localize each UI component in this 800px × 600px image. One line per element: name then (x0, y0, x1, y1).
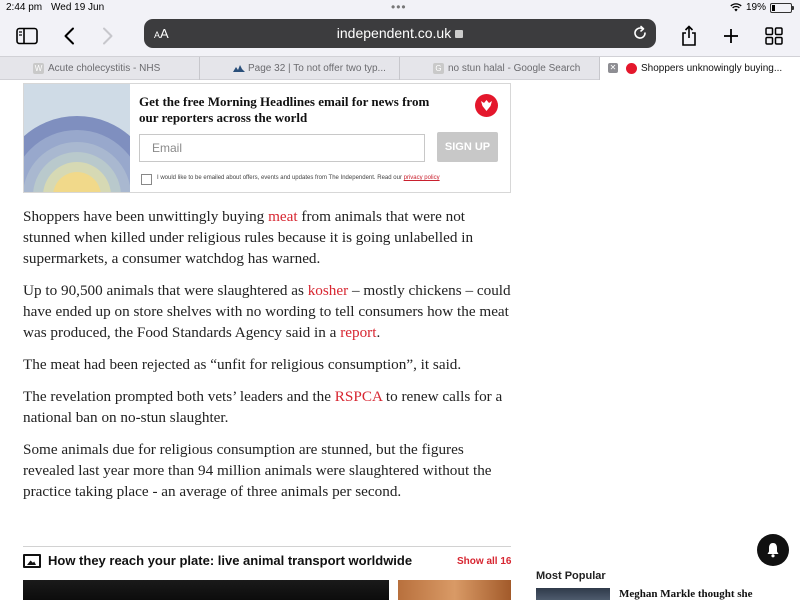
tab-strip (0, 56, 800, 80)
address-bar[interactable] (144, 19, 656, 48)
independent-icon (626, 63, 637, 74)
status-date: Wed 19 Jun (51, 2, 105, 13)
new-tab-icon[interactable] (717, 22, 745, 50)
rspca-link[interactable]: RSPCA (334, 388, 383, 405)
report-link[interactable]: report (340, 324, 377, 341)
tab-label: no stun halal - Google Search (448, 63, 581, 74)
article-paragraph: Some animals due for religious consumption are stunned, but the figures revealed last year more than 94 million animals were slaughtered without the practice taking place - an average of three animals per second. (23, 441, 492, 500)
gallery-image[interactable] (398, 580, 511, 600)
tab-label: Acute cholecystitis - NHS (48, 63, 161, 74)
article-body (23, 206, 513, 513)
tab-nhs[interactable] (0, 57, 200, 80)
share-icon[interactable] (675, 22, 703, 50)
newsletter-signup (23, 83, 511, 193)
close-tab-icon[interactable]: ✕ (609, 63, 617, 72)
tab-label: Shoppers unknowingly buying... (641, 63, 783, 74)
google-icon: G (433, 63, 444, 74)
most-popular-thumbnail[interactable] (536, 588, 610, 600)
tab-label: Page 32 | To not offer two typ... (248, 63, 386, 74)
article-paragraph: The revelation prompted both vets’ leaders and the RSPCA to renew calls for a national ban on no-stun slaughter. (23, 388, 503, 426)
battery-percent: 19% (745, 2, 766, 13)
bell-icon (766, 542, 780, 558)
sidebar-icon[interactable] (13, 22, 41, 50)
wikipedia-icon: W (34, 64, 43, 73)
nice-icon (233, 63, 244, 74)
most-popular-headline[interactable]: Meghan Markle thought she (619, 588, 753, 600)
browser-toolbar (0, 16, 800, 56)
privacy-policy-link[interactable]: privacy policy (403, 175, 440, 181)
most-popular-heading: Most Popular (536, 570, 606, 582)
article-paragraph: The meat had been rejected as “unfit for religious consumption”, it said. (23, 356, 462, 373)
reader-options-button[interactable]: AA (154, 26, 169, 41)
multitasking-dots-icon[interactable]: ••• (391, 0, 407, 14)
show-all-link[interactable]: Show all 16 (457, 556, 512, 567)
status-bar (0, 0, 800, 16)
back-icon[interactable] (55, 22, 83, 50)
forward-icon[interactable] (94, 22, 122, 50)
meat-link[interactable]: meat (268, 208, 298, 225)
tab-google[interactable] (400, 57, 600, 80)
wifi-icon (730, 3, 742, 12)
tabs-overview-icon[interactable] (760, 22, 788, 50)
article-paragraph: Up to 90,500 animals that were slaughtered as kosher – mostly chickens – could have ended up on store shelves with no wording to tell consumers how the meat was produced, the Food Standards Agency said in a report. (23, 282, 511, 341)
gallery-image[interactable] (23, 580, 389, 600)
consent-text: I would like to be emailed about offers, events and updates from The Independent. Read our privacy policy (157, 175, 440, 181)
newsletter-title: Get the free Morning Headlines email for news from our reporters across the world (139, 94, 430, 125)
status-indicators (730, 2, 792, 13)
signup-button[interactable]: SIGN UP (437, 132, 498, 162)
email-field[interactable] (139, 134, 425, 162)
notifications-bell-button[interactable] (757, 534, 789, 566)
newsletter-illustration (24, 84, 130, 192)
reload-icon[interactable] (632, 25, 648, 41)
independent-logo-icon (475, 94, 498, 117)
tab-nice[interactable] (200, 57, 400, 80)
status-time: 2:44 pm (6, 2, 43, 13)
tab-independent[interactable] (600, 57, 800, 80)
lock-icon (455, 30, 463, 38)
gallery-icon (23, 554, 41, 568)
gallery-title[interactable]: How they reach your plate: live animal transport worldwide (48, 553, 413, 568)
kosher-link[interactable]: kosher (307, 282, 349, 299)
battery-icon (770, 3, 792, 13)
divider (23, 546, 511, 547)
url-text[interactable]: independent.co.uk (336, 25, 452, 41)
article-paragraph: Shoppers have been unwittingly buying meat from animals that were not stunned when killed under religious rules because it is going unlabelled in supermarkets, a consumer watchdog has warned. (23, 208, 474, 267)
consent-checkbox[interactable] (141, 174, 152, 185)
